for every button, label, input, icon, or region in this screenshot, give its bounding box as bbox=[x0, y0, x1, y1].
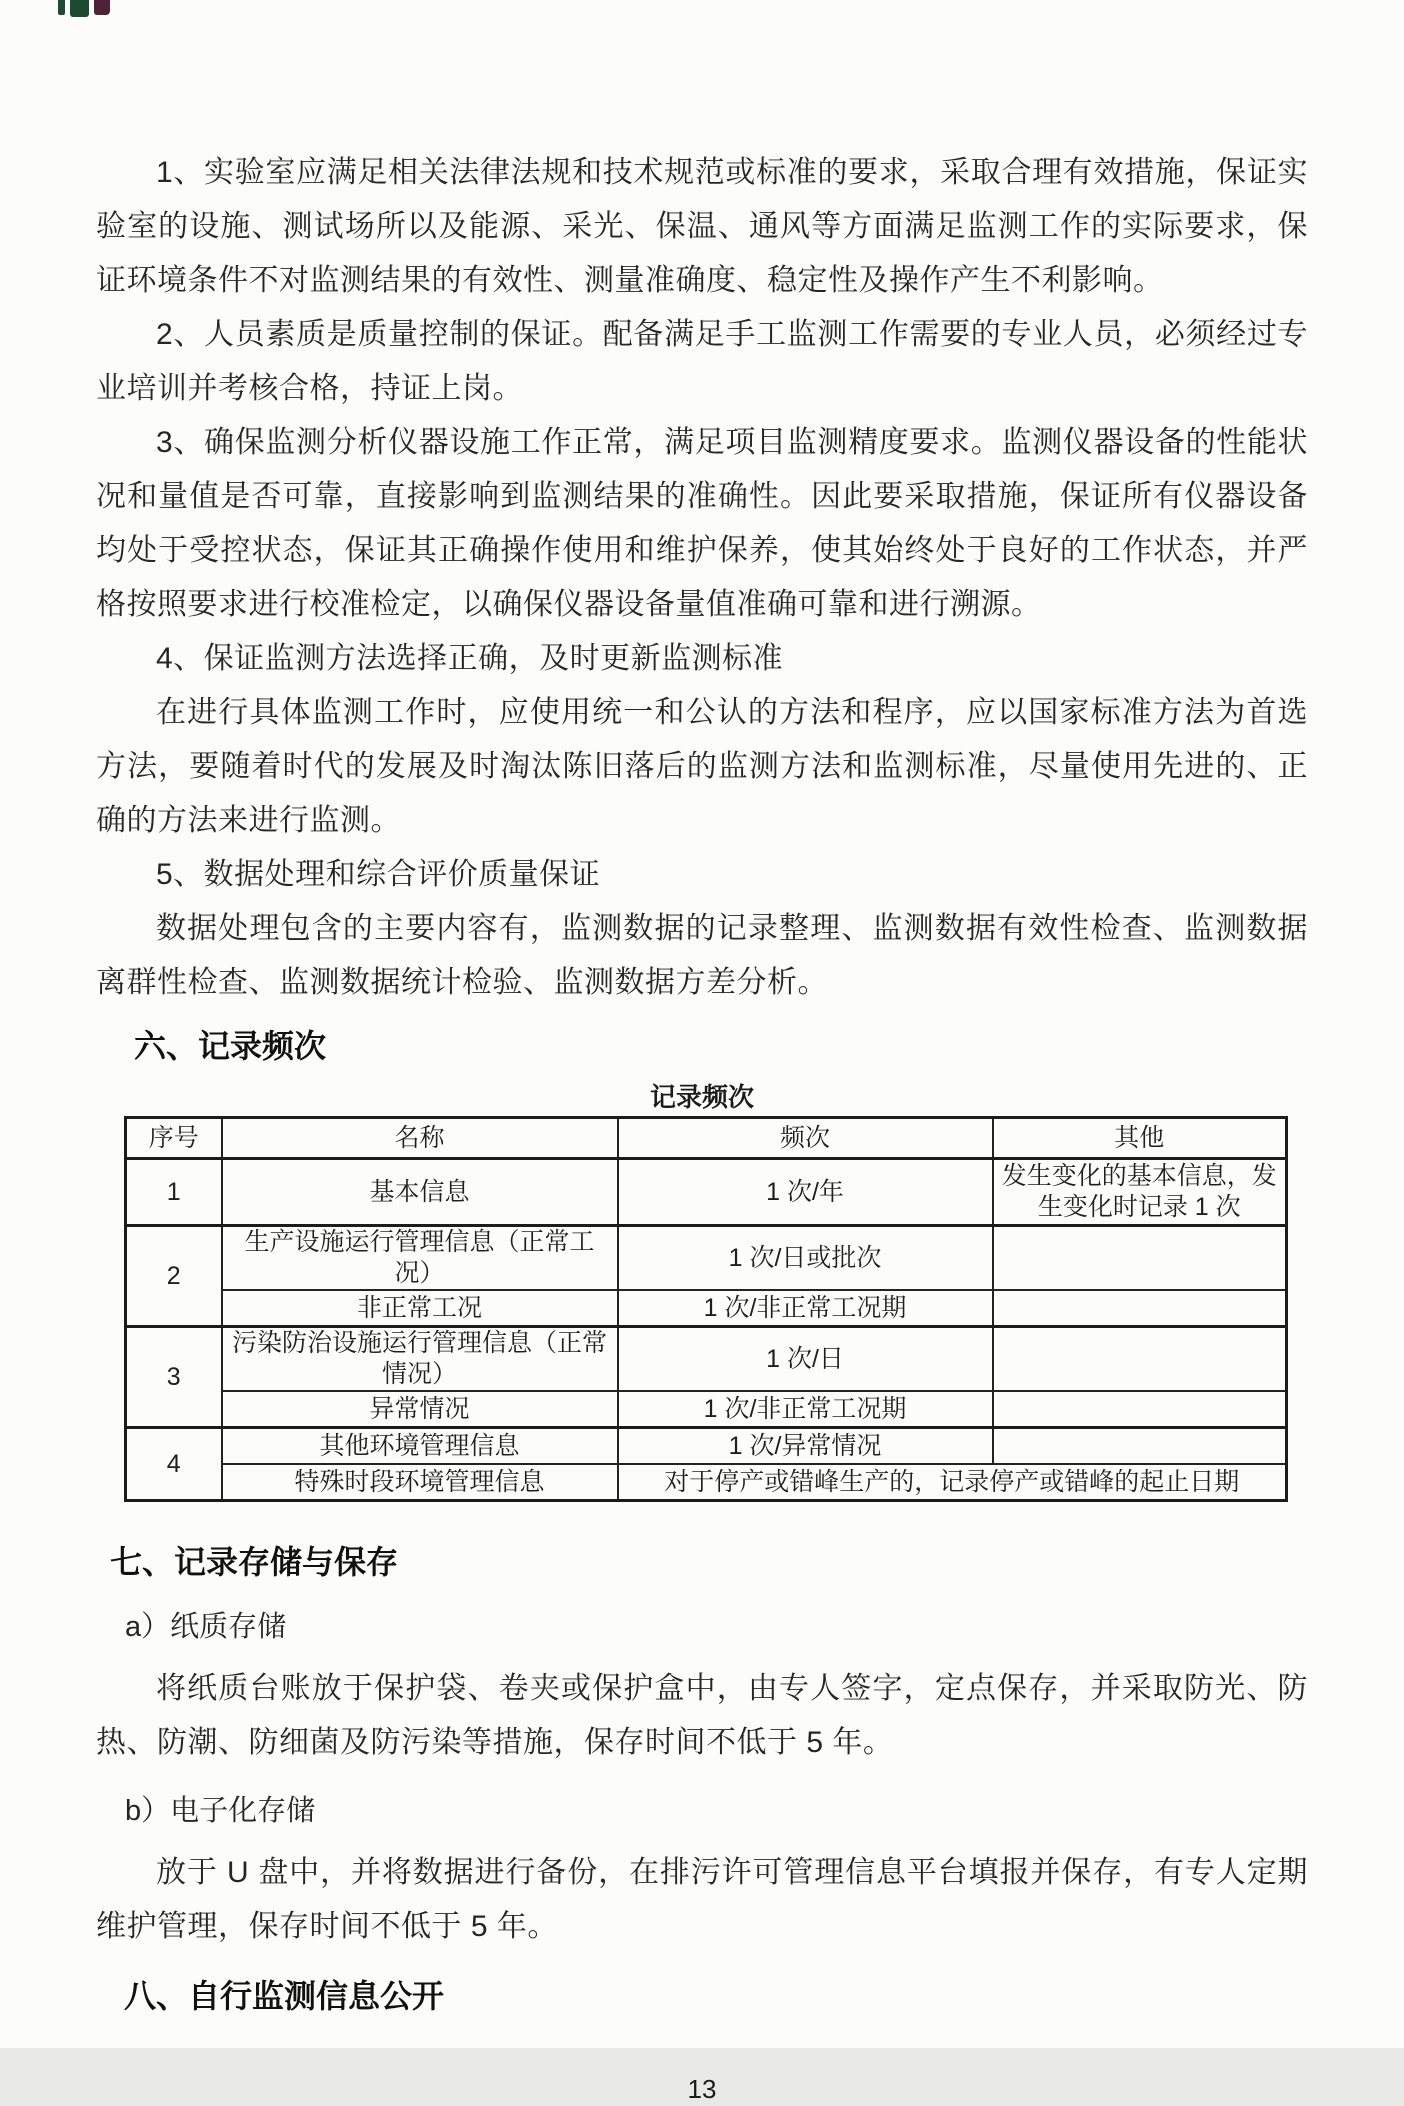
header-cell-frequency: 频次 bbox=[618, 1118, 993, 1159]
table-row bbox=[126, 1391, 1287, 1428]
table-caption: 记录频次 bbox=[649, 1082, 754, 1112]
record-frequency-table bbox=[124, 1116, 1288, 1502]
storage-item-b-body: 放于 U 盘中，并将数据进行备份，在排污许可管理信息平台填报并保存，有专人定期维护管理，保存时间不低于 5 年。 bbox=[96, 1856, 1308, 1943]
paragraph-4: 4、保证监测方法选择正确，及时更新监测标准 bbox=[156, 642, 784, 675]
cell-other-empty bbox=[993, 1226, 1287, 1291]
cell-freq-pollution-control-normal: 1 次/日 bbox=[618, 1327, 993, 1392]
storage-item-a-body: 将纸质台账放于保护袋、卷夹或保护盒中，由专人签字，定点保存，并采取防光、防热、防潮、防细菌及防污染等措施，保存时间不低于 5 年。 bbox=[96, 1672, 1308, 1759]
cell-name-pollution-control-normal: 污染防治设施运行管理信息（正常情况） bbox=[222, 1327, 618, 1392]
storage-item-a-label: a）纸质存储 bbox=[125, 1611, 287, 1643]
header-cell-other: 其他 bbox=[993, 1118, 1287, 1159]
section-heading-record-storage: 七、记录存储与保存 bbox=[110, 1544, 399, 1580]
section-heading-self-monitoring-disclosure: 八、自行监测信息公开 bbox=[124, 1978, 445, 2014]
paragraph-6: 5、数据处理和综合评价质量保证 bbox=[156, 858, 601, 891]
cell-other-basic-info: 发生变化的基本信息，发生变化时记录 1 次 bbox=[993, 1159, 1287, 1226]
table-row bbox=[126, 1428, 1287, 1465]
paragraph-1: 1、实验室应满足相关法律法规和技术规范或标准的要求，采取合理有效措施，保证实验室的设施、测试场所以及能源、采光、保温、通风等方面满足监测工作的实际要求，保证环境条件不对监测结果的有效性、测量准确度、稳定性及操作产生不利影响。 bbox=[96, 156, 1308, 297]
cell-seq-4: 4 bbox=[126, 1428, 222, 1501]
page-number: 13 bbox=[687, 2074, 717, 2104]
table-row bbox=[126, 1327, 1287, 1392]
table-row bbox=[126, 1226, 1287, 1291]
table-row bbox=[126, 1464, 1287, 1501]
cell-freq-abnormal-condition: 1 次/非正常工况期 bbox=[618, 1290, 993, 1327]
storage-item-b-label: b）电子化存储 bbox=[125, 1795, 316, 1827]
paragraph-3: 3、确保监测分析仪器设施工作正常，满足项目监测精度要求。监测仪器设备的性能状况和量值是否可靠，直接影响到监测结果的准确性。因此要采取措施，保证所有仪器设备均处于受控状态，保证其正确操作使用和维护保养，使其始终处于良好的工作状态，并严格按照要求进行校准检定，以确保仪器设备量值准确可靠和进行溯源。 bbox=[96, 426, 1308, 621]
cell-other-empty bbox=[993, 1290, 1287, 1327]
header-cell-seq: 序号 bbox=[126, 1118, 222, 1159]
cell-seq-3: 3 bbox=[126, 1327, 222, 1428]
paragraph-7: 数据处理包含的主要内容有，监测数据的记录整理、监测数据有效性检查、监测数据离群性检查、监测数据统计检验、监测数据方差分析。 bbox=[96, 912, 1308, 999]
cell-freq-other-env-info: 1 次/异常情况 bbox=[618, 1428, 993, 1465]
cell-other-empty bbox=[993, 1428, 1287, 1465]
cell-merged-special-period-note: 对于停产或错峰生产的，记录停产或错峰的起止日期 bbox=[618, 1464, 1287, 1501]
cell-seq-2: 2 bbox=[126, 1226, 222, 1327]
paragraph-2: 2、人员素质是质量控制的保证。配备满足手工监测工作需要的专业人员，必须经过专业培训并考核合格，持证上岗。 bbox=[96, 318, 1308, 405]
table-header-row bbox=[126, 1118, 1287, 1159]
cell-name-abnormal-condition: 非正常工况 bbox=[222, 1290, 618, 1327]
cell-name-other-env-info: 其他环境管理信息 bbox=[222, 1428, 618, 1465]
section-heading-record-frequency: 六、记录频次 bbox=[134, 1028, 327, 1064]
cell-name-basic-info: 基本信息 bbox=[222, 1159, 618, 1226]
table-row bbox=[126, 1290, 1287, 1327]
header-cell-name: 名称 bbox=[222, 1118, 618, 1159]
table-row bbox=[126, 1159, 1287, 1226]
cell-name-production-normal: 生产设施运行管理信息（正常工况） bbox=[222, 1226, 618, 1291]
paragraph-5: 在进行具体监测工作时，应使用统一和公认的方法和程序，应以国家标准方法为首选方法，要随着时代的发展及时淘汰陈旧落后的监测方法和监测标准，尽量使用先进的、正确的方法来进行监测。 bbox=[96, 696, 1308, 837]
cell-seq-1: 1 bbox=[126, 1159, 222, 1226]
cell-other-empty bbox=[993, 1327, 1287, 1392]
cell-name-exception: 异常情况 bbox=[222, 1391, 618, 1428]
cell-freq-exception: 1 次/非正常工况期 bbox=[618, 1391, 993, 1428]
cell-freq-basic-info: 1 次/年 bbox=[618, 1159, 993, 1226]
cell-name-special-period: 特殊时段环境管理信息 bbox=[222, 1464, 618, 1501]
cell-other-empty bbox=[993, 1391, 1287, 1428]
cell-freq-production-normal: 1 次/日或批次 bbox=[618, 1226, 993, 1291]
